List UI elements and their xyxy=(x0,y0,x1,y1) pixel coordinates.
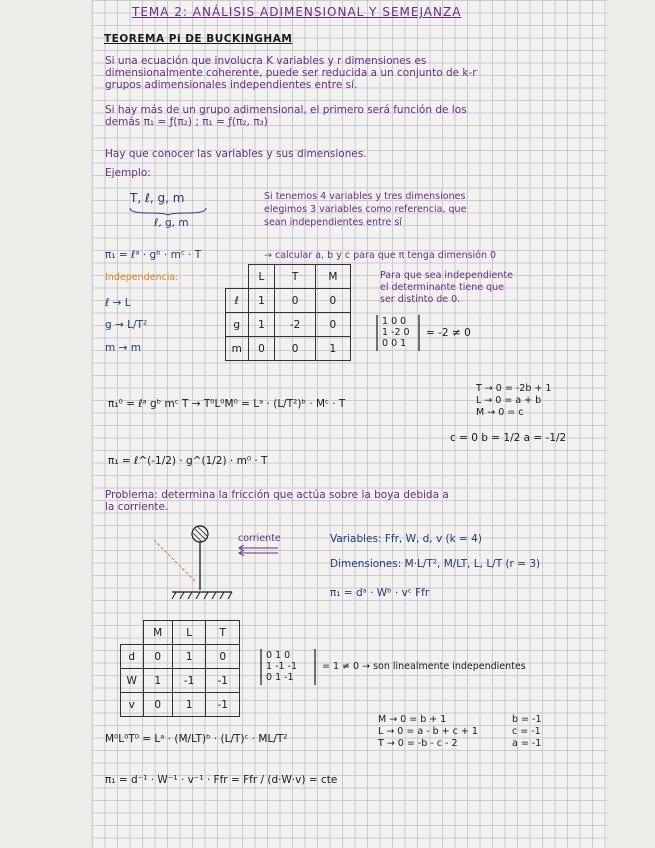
dim-m: m → m xyxy=(105,342,141,354)
matrix-row: 1 -2 0 xyxy=(382,327,410,338)
dim-l: ℓ → L xyxy=(105,297,131,309)
problem-result: π₁ = d⁻¹ · W⁻¹ · v⁻¹ · Ffr = Ffr / (d·W·v) = cte xyxy=(105,774,338,786)
table-row xyxy=(121,693,240,717)
intro-line-3: grupos adimensionales independientes entre sí. xyxy=(105,79,358,91)
independence-label: Independencia: xyxy=(105,272,179,283)
table-cell: 1 xyxy=(248,313,275,337)
table-cell: 0 xyxy=(315,289,350,313)
system-row: M → 0 = c xyxy=(476,407,524,418)
brace-icon xyxy=(128,206,208,216)
problem-statement-1: Problema: determina la fricción que actúa sobre la boya debida a xyxy=(105,489,449,501)
problem-dimensions: Dimensiones: M·L/T², M/LT, L, L/T (r = 3) xyxy=(330,558,541,570)
table-row xyxy=(121,645,240,669)
table-header: T xyxy=(206,621,240,645)
table-cell: g xyxy=(226,313,249,337)
table-cell: W xyxy=(121,669,144,693)
solution-row: a = -1 xyxy=(512,738,542,749)
independence-note-3: ser distinto de 0. xyxy=(380,294,461,305)
table-cell xyxy=(226,265,249,289)
matrix-row: 0 1 -1 xyxy=(266,672,294,683)
table-cell: 0 xyxy=(275,337,315,361)
pi-result: π₁ = ℓ^(-1/2) · g^(1/2) · m⁰ · T xyxy=(108,455,268,467)
table-row xyxy=(226,313,351,337)
table-cell: 0 xyxy=(248,337,275,361)
example-label: Ejemplo: xyxy=(105,167,151,179)
table-cell: 0 xyxy=(315,313,350,337)
table-cell: -2 xyxy=(275,313,315,337)
pi-note: → calcular a, b y c para que π tenga dimensión 0 xyxy=(264,250,497,261)
matrix-bar-icon xyxy=(374,314,380,352)
matrix-bar-icon xyxy=(312,648,318,686)
matrix-bar-icon xyxy=(258,648,264,686)
buoy-diagram-icon xyxy=(152,520,237,602)
determinant-value: = 1 ≠ 0 → son linealmente independientes xyxy=(322,661,526,672)
table-cell: -1 xyxy=(206,693,240,717)
table-header-row xyxy=(121,621,240,645)
intro-line-5: demás π₁ = ƒ(π₂) ; π₁ = ƒ(π₂, π₃) xyxy=(105,116,268,128)
independence-note-1: Para que sea independiente xyxy=(380,270,513,281)
example-variables: T, ℓ, g, m xyxy=(130,191,185,205)
intro-line-4: Si hay más de un grupo adimensional, el primero será función de los xyxy=(105,104,467,116)
table-cell: 0 xyxy=(275,289,315,313)
table-cell: 0 xyxy=(206,645,240,669)
problem-equation: M⁰L⁰T⁰ = Lᵃ · (M/LT)ᵇ · (L/T)ᶜ · ML/T² xyxy=(105,733,288,745)
table-cell: 1 xyxy=(172,645,206,669)
problem-pi: π₁ = dᵃ · Wᵇ · vᶜ Ffr xyxy=(330,587,430,599)
matrix-row: 0 1 0 xyxy=(266,650,291,661)
dimension-table-2 xyxy=(120,620,240,717)
table-cell: 1 xyxy=(143,669,172,693)
problem-statement-2: la corriente. xyxy=(105,501,169,513)
table-row xyxy=(121,669,240,693)
section-title: TEOREMA Pi DE BUCKINGHAM xyxy=(104,33,293,45)
solution-row: c = -1 xyxy=(512,726,541,737)
matrix-bar-icon xyxy=(416,314,422,352)
table-header: L xyxy=(248,265,275,289)
independence-note-2: el determinante tiene que xyxy=(380,282,505,293)
table-cell: 1 xyxy=(172,693,206,717)
current-label: corriente xyxy=(238,533,281,544)
dimension-table-1 xyxy=(225,264,351,361)
intro-line-2: dimensionalmente coherente, puede ser reducida a un conjunto de k-r xyxy=(105,67,477,79)
system-row: T → 0 = -2b + 1 xyxy=(476,383,552,394)
example-references: ℓ, g, m xyxy=(154,217,189,229)
table-header: M xyxy=(143,621,172,645)
page-title: TEMA 2: ANÁLISIS ADIMENSIONAL Y SEMEJANZA xyxy=(132,5,462,19)
notebook-page xyxy=(92,0,607,848)
matrix-row: 1 0 0 xyxy=(382,316,407,327)
problem-variables: Variables: Ffr, W, d, v (k = 4) xyxy=(330,533,482,545)
table-cell: ℓ xyxy=(226,289,249,313)
table-header: L xyxy=(172,621,206,645)
table-cell: -1 xyxy=(172,669,206,693)
pi-definition: π₁ = ℓᵃ · gᵇ · mᶜ · T xyxy=(105,249,202,261)
table-cell xyxy=(121,621,144,645)
pi-equation: π₁⁰ = ℓᵃ gᵇ mᶜ T → T⁰L⁰M⁰ = Lᵃ · (L/T²)ᵇ · Mᶜ · T xyxy=(108,398,346,410)
table-cell: 1 xyxy=(248,289,275,313)
example-note-3: sean independientes entre sí xyxy=(264,217,402,228)
table-header-row xyxy=(226,265,351,289)
matrix-row: 1 -1 -1 xyxy=(266,661,298,672)
table-row xyxy=(226,337,351,361)
table-header: M xyxy=(315,265,350,289)
determinant-value: = -2 ≠ 0 xyxy=(426,327,471,339)
matrix-row: 0 0 1 xyxy=(382,338,407,349)
table-cell: -1 xyxy=(206,669,240,693)
system-row: L → 0 = a - b + c + 1 xyxy=(378,726,478,737)
table-cell: 0 xyxy=(143,693,172,717)
system-row: L → 0 = a + b xyxy=(476,395,542,406)
table-header: T xyxy=(275,265,315,289)
current-arrows-icon xyxy=(236,545,280,559)
system-row: T → 0 = -b - c - 2 xyxy=(378,738,458,749)
table-cell: v xyxy=(121,693,144,717)
intro-line-1: Si una ecuación que involucra K variables y r dimensiones es xyxy=(105,55,427,67)
table-row xyxy=(226,289,351,313)
intro-line-6: Hay que conocer las variables y sus dimensiones. xyxy=(105,148,367,160)
table-cell: m xyxy=(226,337,249,361)
system-row: M → 0 = b + 1 xyxy=(378,714,447,725)
example-note-1: Si tenemos 4 variables y tres dimensiones xyxy=(264,191,466,202)
table-cell: 1 xyxy=(315,337,350,361)
table-cell: d xyxy=(121,645,144,669)
dim-g: g → L/T² xyxy=(105,319,148,331)
solution-row: b = -1 xyxy=(512,714,542,725)
solution: c = 0 b = 1/2 a = -1/2 xyxy=(450,432,567,444)
example-note-2: elegimos 3 variables como referencia, que xyxy=(264,204,467,215)
table-cell: 0 xyxy=(143,645,172,669)
